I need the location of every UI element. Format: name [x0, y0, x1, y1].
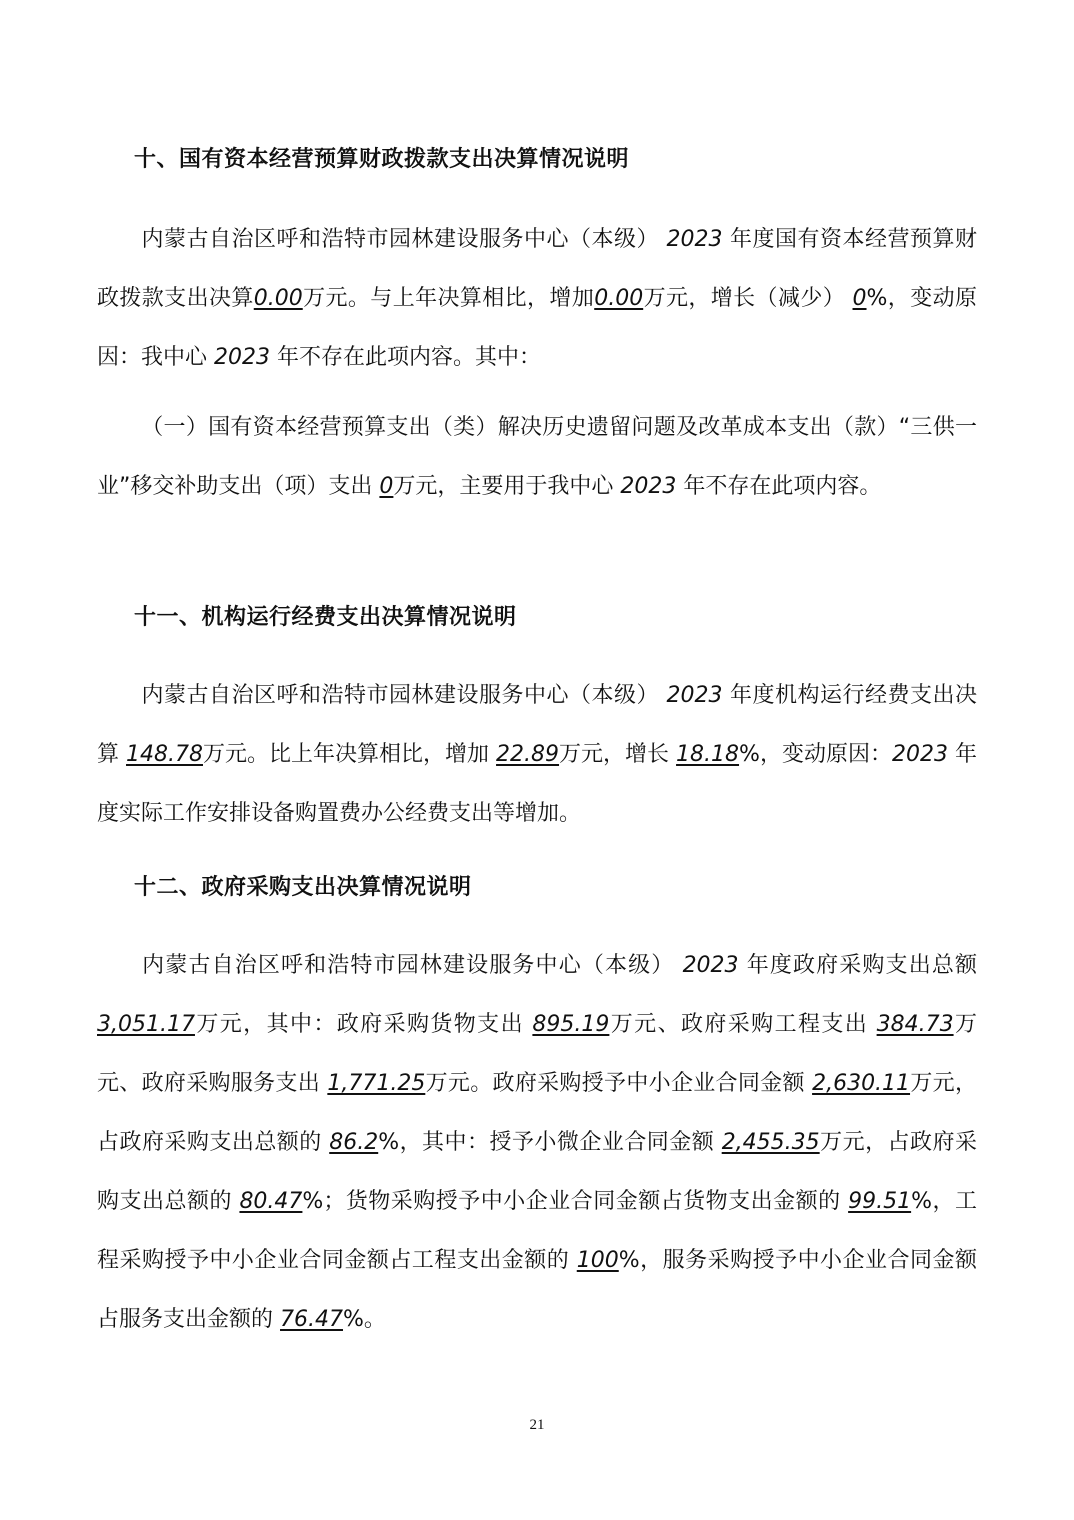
text: %，变动原因：我中心 [97, 286, 977, 370]
text: 年不存在此项内容。 [683, 474, 882, 499]
text: 万元，增长（减少） [643, 286, 846, 311]
section-12-heading: 十二、政府采购支出决算情况说明 [134, 875, 472, 900]
section-10-paragraph-2 [97, 398, 977, 516]
text: 内蒙古自治区呼和浩特市园林建设服务中心（本级） [141, 683, 659, 708]
engineering-value: 384.73 [876, 1012, 954, 1037]
micro-pct-value: 80.47 [239, 1189, 303, 1214]
text: %，工程采购授予中小企业合同金额占工程支出金额的 [97, 1189, 977, 1273]
text: 年度机构运行经费支出决算 [97, 683, 977, 767]
text: 万元，占政府采购支出总额的 [97, 1071, 977, 1155]
text: 年度实际工作安排设备购置费办公经费支出等增加。 [97, 742, 977, 826]
amount-value: 0 [379, 474, 394, 499]
goods-pct-value: 99.51 [848, 1189, 912, 1214]
year: 2023 [214, 345, 271, 370]
text: 年不存在此项内容。其中： [277, 345, 542, 370]
increase-value: 22.89 [496, 742, 560, 767]
services-value: 1,771.25 [327, 1071, 426, 1096]
text: 万元。政府采购授予中小企业合同金额 [425, 1071, 805, 1096]
text: 内蒙古自治区呼和浩特市园林建设服务中心（本级） [141, 953, 675, 978]
eng-pct-value: 100 [576, 1248, 619, 1273]
year: 2023 [666, 683, 723, 708]
sme-amount-value: 2,630.11 [812, 1071, 911, 1096]
increase-value: 0.00 [594, 286, 644, 311]
year: 2023 [682, 953, 739, 978]
text: （一）国有资本经营预算支出（类）解决历史遗留问题及改革成本支出（款）“三供一业”移交补助支出（项）支出 [97, 415, 977, 499]
text: 万元。与上年决算相比，增加 [302, 286, 595, 311]
total-value: 3,051.17 [97, 1012, 195, 1037]
rate-value: 18.18 [676, 742, 740, 767]
goods-value: 895.19 [532, 1012, 610, 1037]
text: 年度政府采购支出总额 [746, 953, 977, 978]
text: %。 [343, 1307, 386, 1332]
text: 万元，其中：政府采购货物支出 [194, 1012, 524, 1037]
text: 内蒙古自治区呼和浩特市园林建设服务中心（本级） [141, 227, 659, 252]
sme-pct-value: 86.2 [329, 1130, 379, 1155]
text: %，其中：授予小微企业合同金额 [378, 1130, 715, 1155]
text: 万元，增长 [559, 742, 670, 767]
text: 万元。比上年决算相比，增加 [203, 742, 490, 767]
year: 2023 [666, 227, 723, 252]
year: 2023 [891, 742, 948, 767]
text: 万元，主要用于我中心 [393, 474, 614, 499]
year: 2023 [620, 474, 677, 499]
section-12-paragraph-1 [97, 936, 977, 1349]
page-number: 21 [529, 1417, 545, 1433]
section-11-heading: 十一、机构运行经费支出决算情况说明 [134, 605, 517, 630]
micro-amount-value: 2,455.35 [721, 1130, 820, 1155]
text: %，变动原因： [739, 742, 892, 767]
text: %，服务采购授予中小企业合同金额占服务支出金额的 [97, 1248, 977, 1332]
text: %；货物采购授予中小企业合同金额占货物支出金额的 [302, 1189, 841, 1214]
section-10-paragraph-1 [97, 210, 977, 387]
amount-value: 148.78 [126, 742, 203, 767]
svc-pct-value: 76.47 [280, 1307, 343, 1332]
text: 年度国有资本经营预算财政拨款支出决算 [97, 227, 977, 311]
rate-value: 0 [852, 286, 867, 311]
text: 万元、政府采购服务支出 [97, 1012, 977, 1096]
amount-value: 0.00 [253, 286, 303, 311]
text: 万元、政府采购工程支出 [609, 1012, 869, 1037]
text: 万元，占政府采购支出总额的 [97, 1130, 977, 1214]
section-10-heading: 十、国有资本经营预算财政拨款支出决算情况说明 [134, 147, 630, 172]
section-11-paragraph-1 [97, 666, 977, 843]
